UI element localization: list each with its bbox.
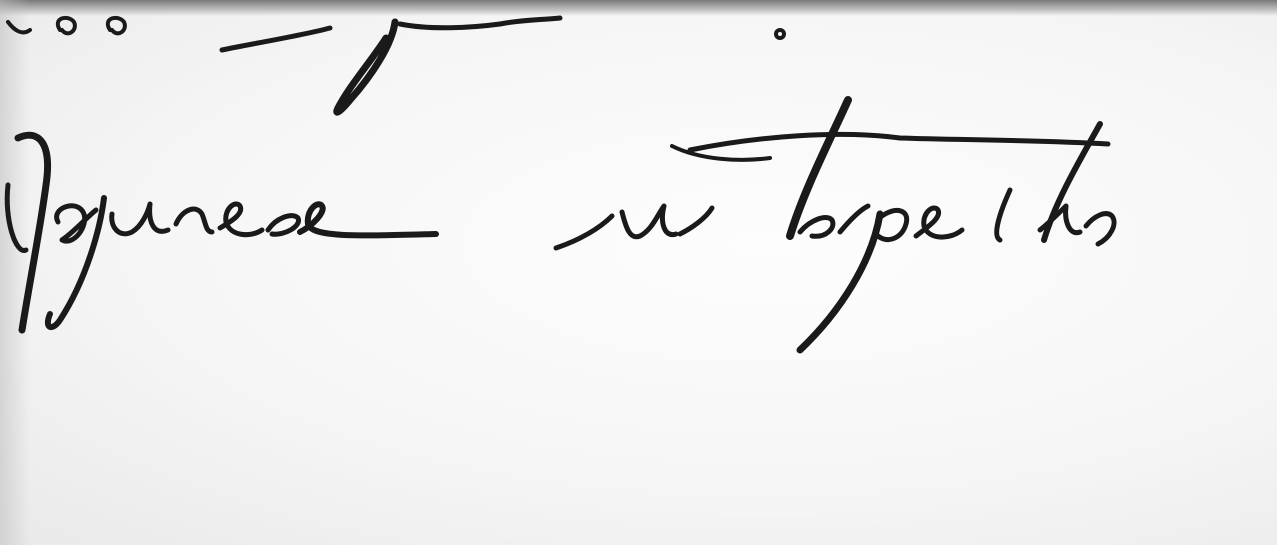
handwriting-word-japanese — [7, 135, 436, 330]
handwriting-word-interpreters — [556, 100, 1114, 350]
handwriting-cutoff-line — [8, 18, 784, 112]
